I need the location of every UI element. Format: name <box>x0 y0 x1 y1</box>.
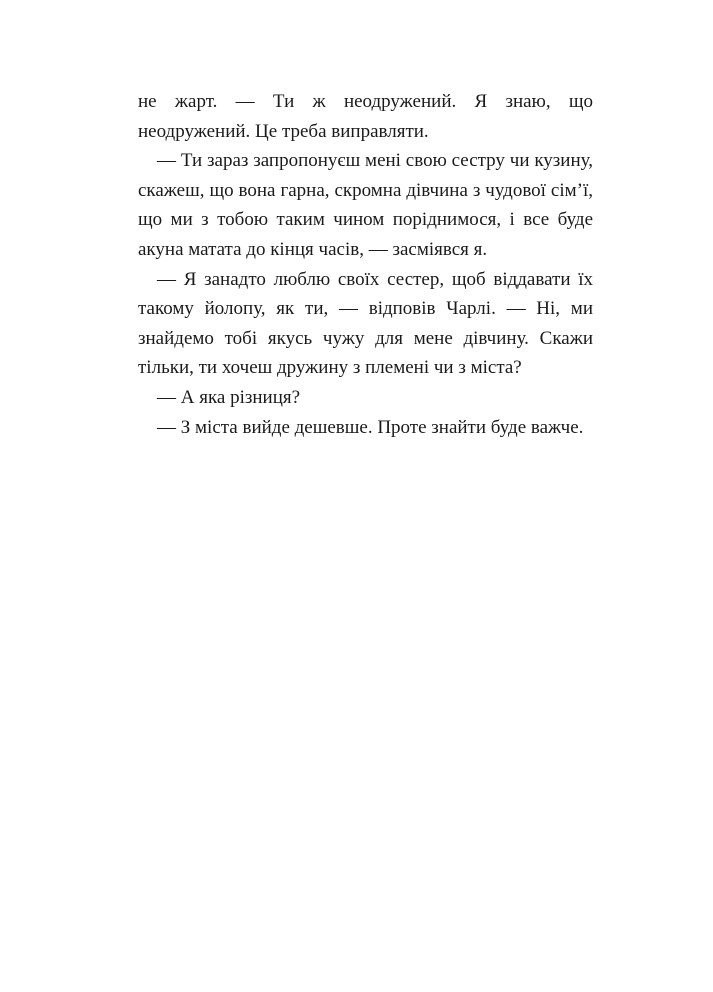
page-text <box>138 87 593 442</box>
paragraph-continuation: не жарт. — Ти ж неодружений. Я знаю, що неодружений. Це треба виправляти. <box>138 91 593 142</box>
paragraph-dialogue: — З міста вийде дешевше. Проте знайти буде важче. <box>157 416 584 438</box>
paragraph-dialogue: — Я занадто люблю своїх сестер, щоб віддавати їх такому йолопу, як ти, — відповів Чарлі. — Ні, ми знайдемо тобі якусь чужу для мене дівчину. Скажи тільки, ти хочеш дружину з племені чи з міста? <box>138 268 593 379</box>
paragraph-dialogue: — А яка різниця? <box>157 386 301 408</box>
paragraph-dialogue: — Ти зараз запропонуєш мені свою сестру чи кузину, скажеш, що вона гарна, скромна дівчина з чудової сім’ї, що ми з тобою таким чином поріднимося, і все буде акуна матата до кінця часів, — засміявся я. <box>138 150 593 260</box>
